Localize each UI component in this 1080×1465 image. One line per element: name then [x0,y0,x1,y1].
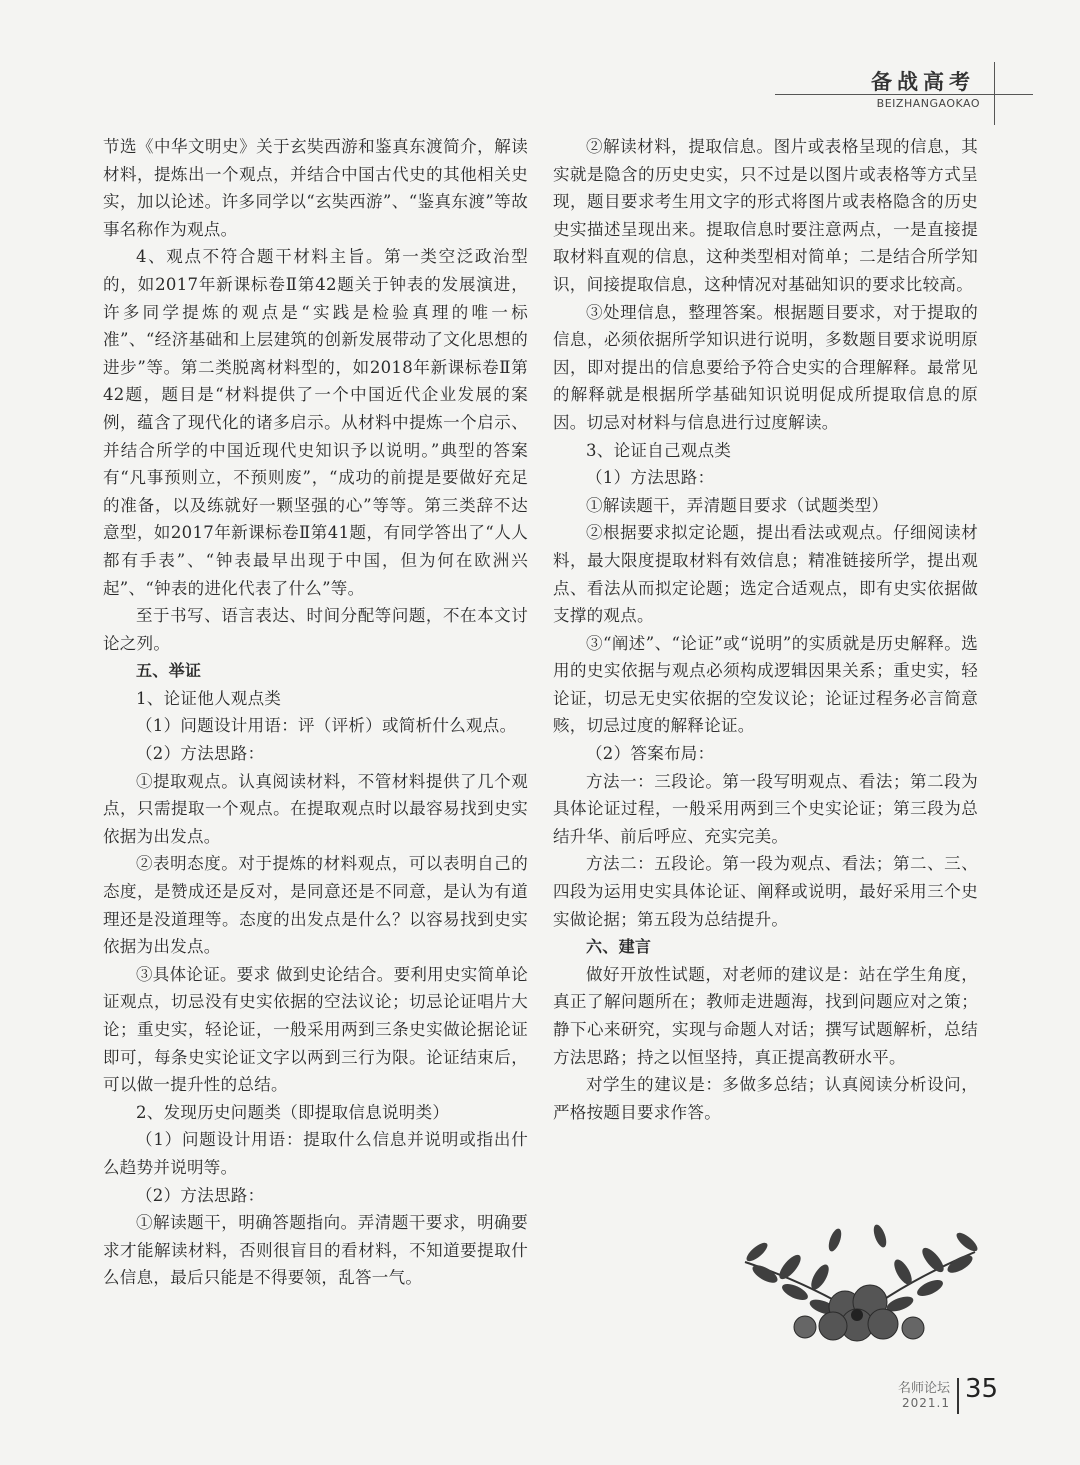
header-title: 备战高考 [871,70,975,94]
header-rule-vertical [994,62,995,125]
footer-journal-name: 名师论坛 [897,1381,950,1396]
paragraph: ①解读题干，明确答题指向。弄清题干要求，明确要求才能解读材料，否则很盲目的看材料，不知道要提取什么信息，最后只能是不得要领，乱答一气。 [103,1213,528,1288]
paragraph: 对学生的建议是：多做多总结；认真阅读分析设问，严格按题目要求作答。 [553,1075,978,1122]
footer-date: 2021.1 [902,1396,950,1410]
paragraph: ①解读题干，弄清题目要求（试题类型） [586,495,889,515]
paragraph: ③具体论证。要求 做到史论结合。要利用史实简单论证观点，切忌没有史实依据的空法议论；切忌论证唱片大论；重史实，轻论证，一般采用两到三条史实做论据论证即可，每条史实论证文字以两到三行为限。论证结束后，可以做一提升性的总结。 [103,964,528,1095]
paragraph: 方法二：五段论。第一段为观点、看法；第二、三、四段为运用史实具体论证、阐释或说明，最好采用三个史实做论据；第五段为总结提升。 [553,854,978,929]
paragraph: （2）方法思路： [136,744,265,764]
header-subtitle: BEIZHANGAOKAO [876,97,980,110]
paragraph: ②表明态度。对于提炼的材料观点，可以表明自己的态度，是赞成还是反对，是同意还是不同意，是认为有道理还是没道理等。态度的出发点是什么？以容易找到史实依据为出发点。 [103,854,528,957]
paragraph: （1）问题设计用语：评（评析）或简析什么观点。 [136,716,517,736]
paragraph: ③处理信息，整理答案。根据题目要求，对于提取的信息，必须依据所学知识进行说明，多数题目要求说明原因，即对提出的信息要给予符合史实的合理解释。最常见的解释就是根据所学基础知识说明促成所提取信息的原因。切忌对材料与信息进行过度解读。 [553,302,978,432]
paragraph: 方法一：三段论。第一段写明观点、看法；第二段为具体论证过程，一般采用两到三个史实论证；第三段为总结升华、前后呼应、充实完美。 [553,771,978,846]
paragraph: （1）方法思路： [586,468,715,488]
paragraph: 节选《中华文明史》关于玄奘西游和鉴真东渡简介，解读材料，提炼出一个观点，并结合中国古代史的其他相关史实，加以论述。许多同学以“玄奘西游”、“鉴真东渡”等故事名称作为观点。 [103,137,528,239]
flower-ornament-icon [735,1222,985,1352]
paragraph: 4、观点不符合题干材料主旨。第一类空泛政治型的，如2017年新课标卷Ⅱ第42题关于钟表的发展演进，许多同学提炼的观点是“实践是检验真理的唯一标准”、“经济基础和上层建筑的创新发展带动了文化思想的进步”等。第二类脱离材料型的，如2018年新课标卷Ⅱ第42题，题目是“材料提供了一个中国近代企业发展的案例，蕴含了现代化的诸多启示。从材料中提炼一个启示、并结合所学的中国近现代史知识予以说明。”典型的答案有“凡事预则立，不预则废”，“成功的前提是要做好充足的准备，以及练就好一颗坚强的心”等等。第三类辞不达意型，如2017年新课标卷Ⅱ第41题，有同学答出了“人人都有手表”、“钟表最早出现于中国，但为何在欧洲兴起”、“钟表的进化代表了什么”等。 [103,247,528,598]
paragraph: 至于书写、语言表达、时间分配等问题，不在本文讨论之列。 [103,606,528,653]
right-column [553,133,978,1126]
footer-rule [957,1378,959,1414]
paragraph: ①提取观点。认真阅读材料，不管材料提供了几个观点，只需提取一个观点。在提取观点时以最容易找到史实依据为出发点。 [103,771,528,846]
paragraph: ③“阐述”、“论证”或“说明”的实质就是历史解释。选用的史实依据与观点必须构成逻辑因果关系；重史实，轻论证，切忌无史实依据的空发议论；论证过程务必言简意赅，切忌过度的解释论证。 [553,633,978,736]
paragraph: 1、论证他人观点类 [136,688,282,708]
page-number: 35 [965,1374,999,1404]
paragraph: （2）方法思路： [136,1185,265,1205]
paragraph: 做好开放性试题，对老师的建议是：站在学生角度，真正了解问题所在；教师走进题海，找到问题应对之策；静下心来研究，实现与命题人对话；撰写试题解析，总结方法思路；持之以恒坚持，真正提高教研水平。 [553,964,978,1067]
paragraph: ②根据要求拟定论题，提出看法或观点。仔细阅读材料，最大限度提取材料有效信息；精准链接所学，提出观点、看法从而拟定论题；选定合适观点，即有史实依据做支撑的观点。 [553,523,978,626]
paragraph: 3、论证自己观点类 [586,440,732,460]
section-heading: 五、举证 [136,661,202,681]
paragraph: （1）问题设计用语：提取什么信息并说明或指出什么趋势并说明等。 [103,1130,528,1177]
paragraph: （2）答案布局： [586,744,715,764]
left-column [103,133,528,1292]
paragraph: 2、发现历史问题类（即提取信息说明类） [136,1102,450,1122]
section-heading: 六、建言 [586,937,652,957]
paragraph: ②解读材料，提取信息。图片或表格呈现的信息，其实就是隐含的历史史实，只不过是以图片或表格等方式呈现，题目要求考生用文字的形式将图片或表格隐含的历史史实描述呈现出来。提取信息时要注意两点，一是直接提取材料直观的信息，这种类型相对简单；二是结合所学知识，间接提取信息，这种情况对基础知识的要求比较高。 [553,137,978,294]
